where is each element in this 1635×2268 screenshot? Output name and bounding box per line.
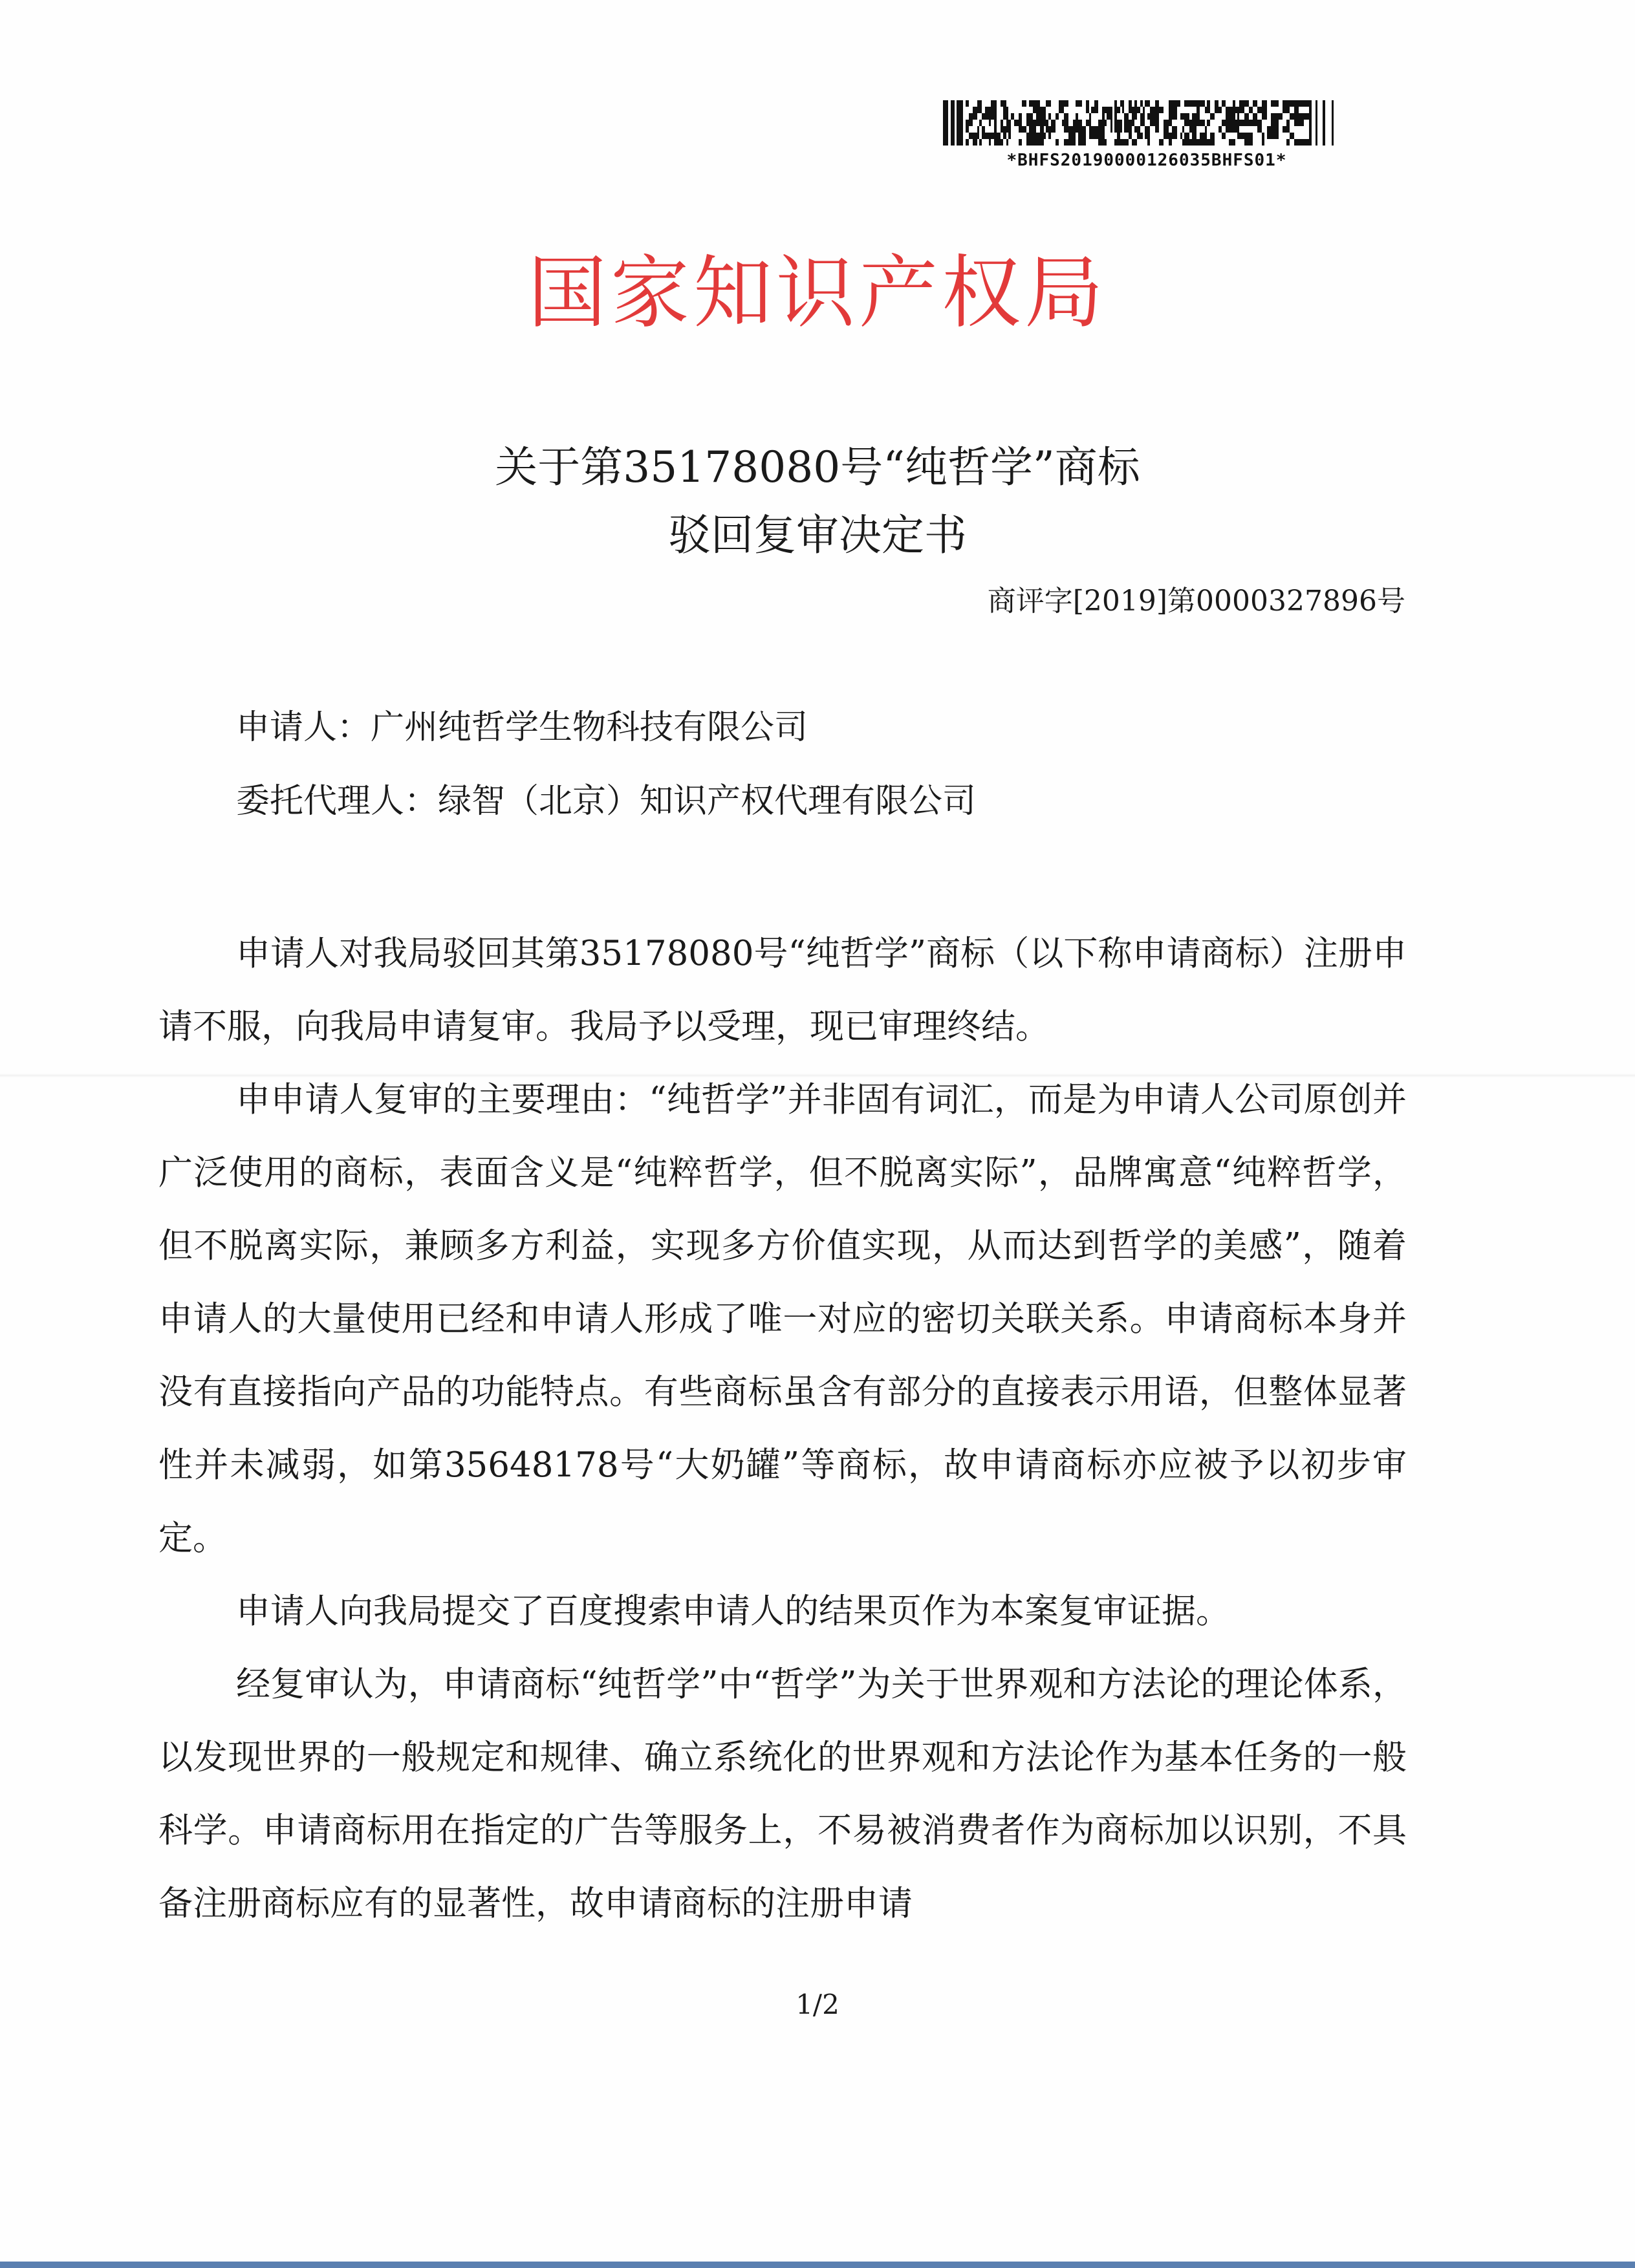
scan-edge	[0, 2262, 1635, 2268]
agency-name: 国家知识产权局	[528, 247, 1107, 339]
barcode	[943, 100, 1350, 170]
decision-body	[158, 917, 1407, 1940]
document-number: 商评字[2019]第0000327896号	[987, 585, 1405, 618]
document-title: 关于第35178080号“纯哲学”商标	[495, 442, 1140, 492]
agent: 委托代理人：绿智（北京）知识产权代理有限公司	[236, 782, 977, 821]
paper-crease	[0, 1074, 1635, 1077]
applicant: 申请人：广州纯哲学生物科技有限公司	[236, 708, 808, 747]
barcode-number: *BHFS20190000126035BHFS01*	[1006, 151, 1287, 170]
paragraph: 申申请人复审的主要理由：“纯哲学”并非固有词汇，而是为申请人公司原创并广泛使用的商标，表面含义是“纯粹哲学，但不脱离实际”，品牌寓意“纯粹哲学，但不脱离实际，兼顾多方利益，实现多方价值实现，从而达到哲学的美感”，随着申请人的大量使用已经和申请人形成了唯一对应的密切关联关系。申请商标本身并没有直接指向产品的功能特点。有些商标虽含有部分的直接表示用语，但整体显著性并未减弱，如第35648178号“大奶罐”等商标，故申请商标亦应被予以初步审定。	[158, 1080, 1407, 1558]
barcode-icon	[943, 100, 1350, 146]
paragraph: 经复审认为，申请商标“纯哲学”中“哲学”为关于世界观和方法论的理论体系，以发现世界的一般规定和规律、确立系统化的世界观和方法论作为基本任务的一般科学。申请商标用在指定的广告等服务上，不易被消费者作为商标加以识别，不具备注册商标应有的显著性，故申请商标的注册申请	[158, 1665, 1407, 1923]
document-subtitle: 驳回复审决定书	[668, 510, 967, 560]
page-number: 1/2	[796, 1989, 839, 2020]
paragraph: 申请人向我局提交了百度搜索申请人的结果页作为本案复审证据。	[236, 1592, 1230, 1631]
paragraph: 申请人对我局驳回其第35178080号“纯哲学”商标（以下称申请商标）注册申请不服，向我局申请复审。我局予以受理，现已审理终结。	[158, 934, 1407, 1046]
